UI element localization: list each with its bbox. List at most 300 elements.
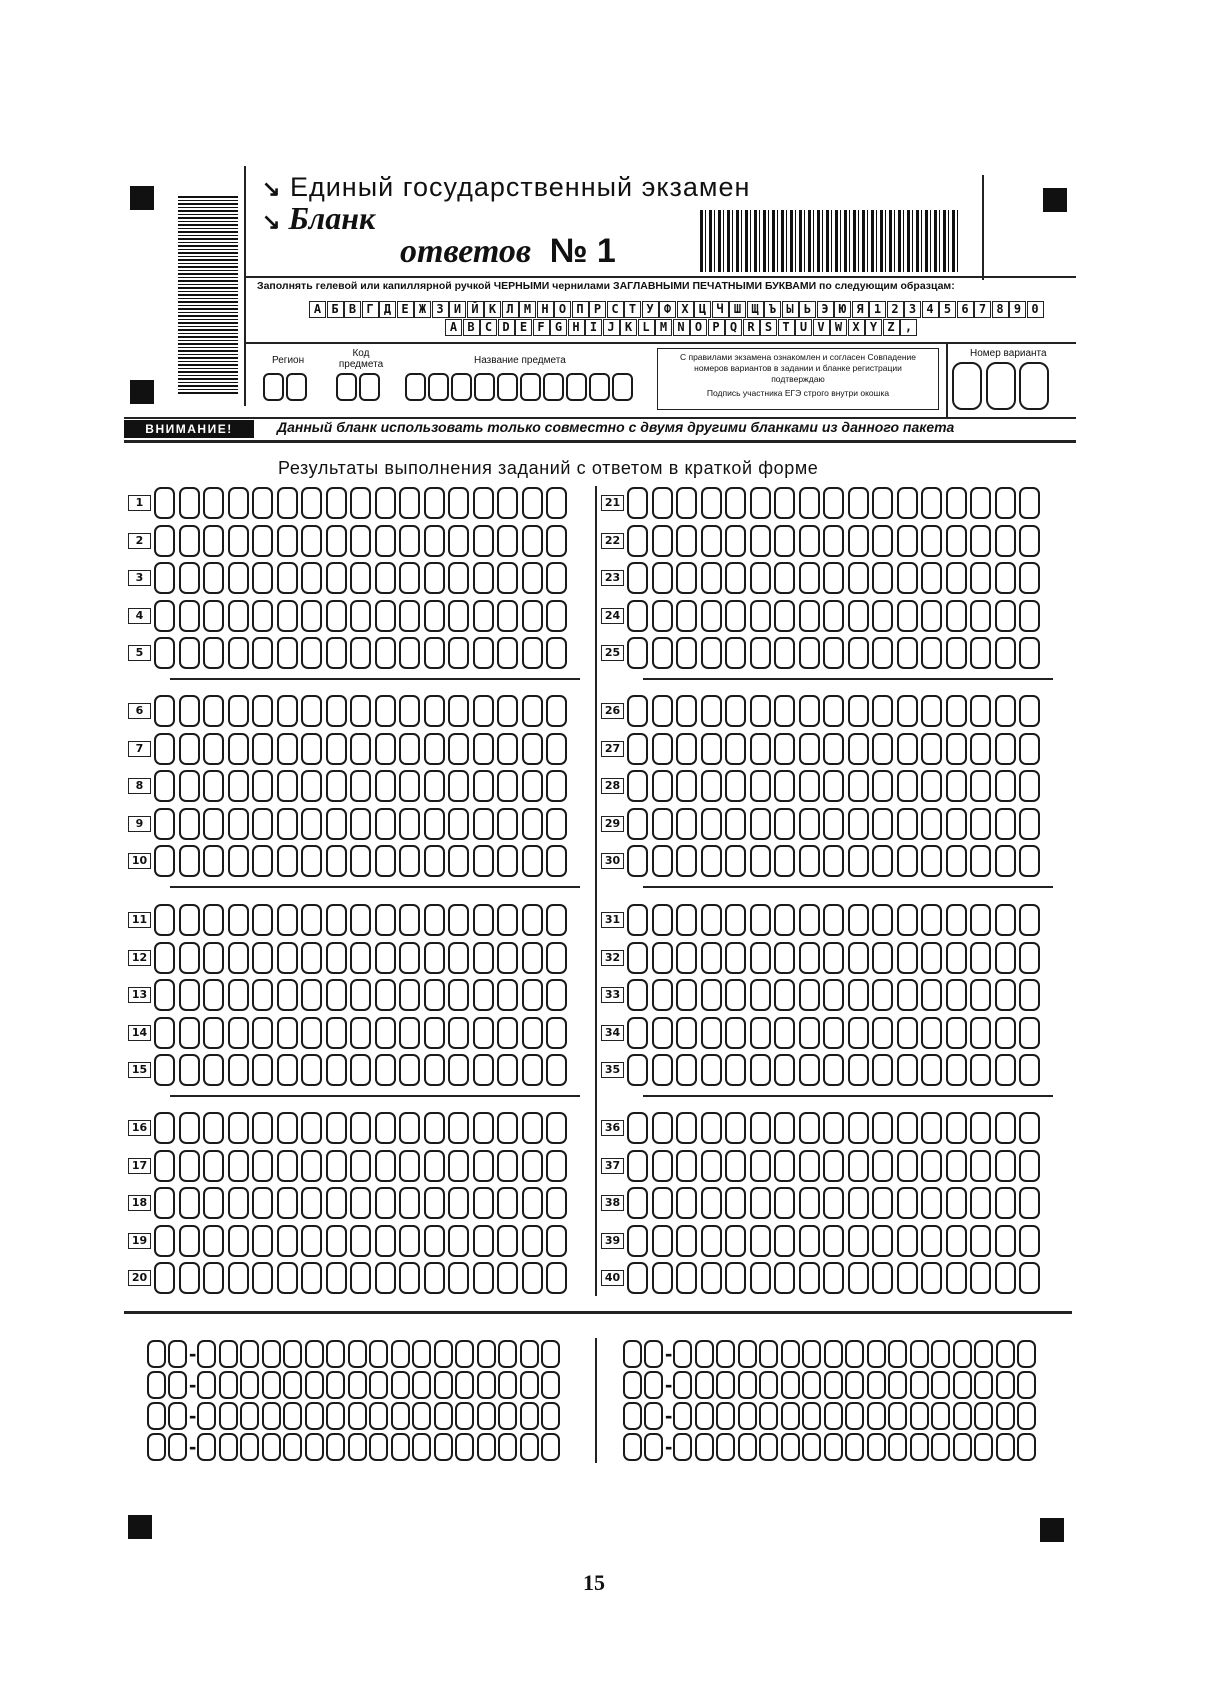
answer-cell[interactable] xyxy=(399,1054,420,1086)
answer-cell[interactable] xyxy=(448,1225,469,1257)
answer-cell[interactable] xyxy=(995,808,1016,840)
answer-cell[interactable] xyxy=(701,808,722,840)
answer-cell[interactable] xyxy=(774,562,795,594)
replacement-answer-cell[interactable] xyxy=(673,1402,692,1430)
answer-cell[interactable] xyxy=(970,979,991,1011)
answer-cell[interactable] xyxy=(627,770,648,802)
replacement-answer-cell[interactable] xyxy=(888,1433,907,1461)
answer-cell[interactable] xyxy=(725,904,746,936)
replacement-answer-cell[interactable] xyxy=(197,1402,216,1430)
answer-cell[interactable] xyxy=(995,1017,1016,1049)
answer-cell[interactable] xyxy=(872,1054,893,1086)
answer-cell[interactable] xyxy=(448,600,469,632)
replacement-answer-cell[interactable] xyxy=(305,1340,324,1368)
answer-cell[interactable] xyxy=(627,1225,648,1257)
answer-cell[interactable] xyxy=(448,562,469,594)
replacement-number-cell[interactable] xyxy=(644,1433,663,1461)
replacement-answer-cell[interactable] xyxy=(781,1433,800,1461)
answer-cell[interactable] xyxy=(701,904,722,936)
replacement-answer-cell[interactable] xyxy=(305,1402,324,1430)
answer-cell[interactable] xyxy=(179,487,200,519)
answer-cell[interactable] xyxy=(1019,1262,1040,1294)
answer-cell[interactable] xyxy=(375,808,396,840)
answer-cell[interactable] xyxy=(946,1112,967,1144)
answer-cell[interactable] xyxy=(350,487,371,519)
replacement-answer-cell[interactable] xyxy=(391,1340,410,1368)
answer-cell[interactable] xyxy=(424,979,445,1011)
answer-cell[interactable] xyxy=(946,525,967,557)
replacement-answer-cell[interactable] xyxy=(824,1340,843,1368)
answer-cell[interactable] xyxy=(546,525,567,557)
answer-cell[interactable] xyxy=(676,525,697,557)
answer-cell[interactable] xyxy=(676,637,697,669)
replacement-answer-cell[interactable] xyxy=(845,1433,864,1461)
replacement-answer-cell[interactable] xyxy=(910,1371,929,1399)
answer-cell[interactable] xyxy=(522,1054,543,1086)
answer-cell[interactable] xyxy=(424,1262,445,1294)
replacement-answer-cell[interactable] xyxy=(910,1402,929,1430)
replacement-answer-cell[interactable] xyxy=(197,1340,216,1368)
replacement-answer-cell[interactable] xyxy=(673,1433,692,1461)
answer-cell[interactable] xyxy=(350,808,371,840)
replacement-answer-cell[interactable] xyxy=(455,1340,474,1368)
answer-cell[interactable] xyxy=(946,1017,967,1049)
answer-cell[interactable] xyxy=(375,904,396,936)
replacement-answer-cell[interactable] xyxy=(477,1371,496,1399)
answer-cell[interactable] xyxy=(897,979,918,1011)
answer-cell[interactable] xyxy=(154,1225,175,1257)
answer-cell[interactable] xyxy=(848,637,869,669)
answer-cell[interactable] xyxy=(676,1150,697,1182)
replacement-answer-cell[interactable] xyxy=(1017,1433,1036,1461)
subject-name-cell[interactable] xyxy=(428,373,449,401)
replacement-answer-cell[interactable] xyxy=(348,1371,367,1399)
answer-cell[interactable] xyxy=(970,487,991,519)
answer-cell[interactable] xyxy=(627,1150,648,1182)
answer-cell[interactable] xyxy=(375,525,396,557)
answer-cell[interactable] xyxy=(497,600,518,632)
answer-cell[interactable] xyxy=(652,942,673,974)
answer-cell[interactable] xyxy=(676,600,697,632)
answer-cell[interactable] xyxy=(701,733,722,765)
replacement-answer-cell[interactable] xyxy=(695,1371,714,1399)
answer-cell[interactable] xyxy=(277,600,298,632)
answer-cell[interactable] xyxy=(1019,525,1040,557)
answer-cell[interactable] xyxy=(823,904,844,936)
answer-cell[interactable] xyxy=(473,1187,494,1219)
answer-cell[interactable] xyxy=(774,487,795,519)
answer-cell[interactable] xyxy=(676,1054,697,1086)
subject-name-cell[interactable] xyxy=(405,373,426,401)
replacement-answer-cell[interactable] xyxy=(262,1371,281,1399)
answer-cell[interactable] xyxy=(823,600,844,632)
answer-cell[interactable] xyxy=(301,979,322,1011)
answer-cell[interactable] xyxy=(995,904,1016,936)
answer-cell[interactable] xyxy=(1019,562,1040,594)
answer-cell[interactable] xyxy=(522,733,543,765)
replacement-answer-cell[interactable] xyxy=(781,1340,800,1368)
answer-cell[interactable] xyxy=(252,1054,273,1086)
answer-cell[interactable] xyxy=(399,1187,420,1219)
answer-cell[interactable] xyxy=(448,1262,469,1294)
replacement-answer-cell[interactable] xyxy=(305,1433,324,1461)
replacement-answer-cell[interactable] xyxy=(996,1371,1015,1399)
answer-cell[interactable] xyxy=(301,770,322,802)
answer-cell[interactable] xyxy=(522,562,543,594)
answer-cell[interactable] xyxy=(228,845,249,877)
answer-cell[interactable] xyxy=(897,733,918,765)
answer-cell[interactable] xyxy=(277,1150,298,1182)
answer-cell[interactable] xyxy=(921,525,942,557)
answer-cell[interactable] xyxy=(154,1017,175,1049)
answer-cell[interactable] xyxy=(1019,487,1040,519)
answer-cell[interactable] xyxy=(970,845,991,877)
answer-cell[interactable] xyxy=(326,808,347,840)
answer-cell[interactable] xyxy=(848,1262,869,1294)
replacement-answer-cell[interactable] xyxy=(867,1340,886,1368)
answer-cell[interactable] xyxy=(350,1262,371,1294)
answer-cell[interactable] xyxy=(627,525,648,557)
answer-cell[interactable] xyxy=(326,733,347,765)
answer-cell[interactable] xyxy=(497,1225,518,1257)
answer-cell[interactable] xyxy=(750,487,771,519)
answer-cell[interactable] xyxy=(701,637,722,669)
answer-cell[interactable] xyxy=(676,942,697,974)
replacement-number-cell[interactable] xyxy=(168,1433,187,1461)
answer-cell[interactable] xyxy=(652,733,673,765)
answer-cell[interactable] xyxy=(995,637,1016,669)
answer-cell[interactable] xyxy=(970,1112,991,1144)
replacement-answer-cell[interactable] xyxy=(219,1402,238,1430)
answer-cell[interactable] xyxy=(848,845,869,877)
answer-cell[interactable] xyxy=(179,942,200,974)
answer-cell[interactable] xyxy=(897,695,918,727)
answer-cell[interactable] xyxy=(448,1150,469,1182)
answer-cell[interactable] xyxy=(799,487,820,519)
answer-cell[interactable] xyxy=(970,1017,991,1049)
answer-cell[interactable] xyxy=(301,562,322,594)
answer-cell[interactable] xyxy=(701,1054,722,1086)
answer-cell[interactable] xyxy=(774,1225,795,1257)
answer-cell[interactable] xyxy=(473,637,494,669)
answer-cell[interactable] xyxy=(848,600,869,632)
answer-cell[interactable] xyxy=(946,695,967,727)
answer-cell[interactable] xyxy=(424,487,445,519)
answer-cell[interactable] xyxy=(872,1262,893,1294)
replacement-answer-cell[interactable] xyxy=(434,1402,453,1430)
answer-cell[interactable] xyxy=(1019,904,1040,936)
replacement-answer-cell[interactable] xyxy=(455,1433,474,1461)
replacement-answer-cell[interactable] xyxy=(283,1433,302,1461)
answer-cell[interactable] xyxy=(350,845,371,877)
answer-cell[interactable] xyxy=(375,1262,396,1294)
replacement-answer-cell[interactable] xyxy=(369,1371,388,1399)
subject-code-cell[interactable] xyxy=(336,373,357,401)
answer-cell[interactable] xyxy=(424,1112,445,1144)
answer-cell[interactable] xyxy=(497,637,518,669)
answer-cell[interactable] xyxy=(872,733,893,765)
answer-cell[interactable] xyxy=(154,1150,175,1182)
answer-cell[interactable] xyxy=(872,1150,893,1182)
answer-cell[interactable] xyxy=(676,695,697,727)
replacement-answer-cell[interactable] xyxy=(974,1402,993,1430)
answer-cell[interactable] xyxy=(473,979,494,1011)
answer-cell[interactable] xyxy=(750,1054,771,1086)
answer-cell[interactable] xyxy=(1019,1150,1040,1182)
answer-cell[interactable] xyxy=(897,1225,918,1257)
answer-cell[interactable] xyxy=(399,525,420,557)
answer-cell[interactable] xyxy=(750,1017,771,1049)
answer-cell[interactable] xyxy=(277,525,298,557)
answer-cell[interactable] xyxy=(424,525,445,557)
answer-cell[interactable] xyxy=(652,979,673,1011)
answer-cell[interactable] xyxy=(154,637,175,669)
answer-cell[interactable] xyxy=(848,695,869,727)
answer-cell[interactable] xyxy=(252,600,273,632)
answer-cell[interactable] xyxy=(946,942,967,974)
replacement-answer-cell[interactable] xyxy=(262,1402,281,1430)
answer-cell[interactable] xyxy=(497,1150,518,1182)
answer-cell[interactable] xyxy=(522,1112,543,1144)
answer-cell[interactable] xyxy=(424,845,445,877)
answer-cell[interactable] xyxy=(946,1054,967,1086)
answer-cell[interactable] xyxy=(546,600,567,632)
answer-cell[interactable] xyxy=(872,487,893,519)
answer-cell[interactable] xyxy=(921,770,942,802)
answer-cell[interactable] xyxy=(627,979,648,1011)
replacement-answer-cell[interactable] xyxy=(953,1402,972,1430)
replacement-answer-cell[interactable] xyxy=(716,1371,735,1399)
answer-cell[interactable] xyxy=(872,845,893,877)
answer-cell[interactable] xyxy=(995,1150,1016,1182)
answer-cell[interactable] xyxy=(1019,733,1040,765)
answer-cell[interactable] xyxy=(326,979,347,1011)
answer-cell[interactable] xyxy=(750,525,771,557)
answer-cell[interactable] xyxy=(326,600,347,632)
answer-cell[interactable] xyxy=(179,1187,200,1219)
answer-cell[interactable] xyxy=(823,942,844,974)
answer-cell[interactable] xyxy=(652,695,673,727)
answer-cell[interactable] xyxy=(424,1054,445,1086)
replacement-number-cell[interactable] xyxy=(623,1433,642,1461)
answer-cell[interactable] xyxy=(546,637,567,669)
answer-cell[interactable] xyxy=(522,1187,543,1219)
answer-cell[interactable] xyxy=(750,1187,771,1219)
replacement-answer-cell[interactable] xyxy=(931,1433,950,1461)
replacement-answer-cell[interactable] xyxy=(240,1340,259,1368)
replacement-answer-cell[interactable] xyxy=(695,1402,714,1430)
replacement-answer-cell[interactable] xyxy=(974,1371,993,1399)
answer-cell[interactable] xyxy=(350,979,371,1011)
answer-cell[interactable] xyxy=(154,1262,175,1294)
answer-cell[interactable] xyxy=(897,845,918,877)
answer-cell[interactable] xyxy=(872,979,893,1011)
replacement-answer-cell[interactable] xyxy=(695,1340,714,1368)
answer-cell[interactable] xyxy=(995,600,1016,632)
answer-cell[interactable] xyxy=(179,1054,200,1086)
answer-cell[interactable] xyxy=(995,562,1016,594)
answer-cell[interactable] xyxy=(497,525,518,557)
answer-cell[interactable] xyxy=(228,1225,249,1257)
answer-cell[interactable] xyxy=(872,770,893,802)
answer-cell[interactable] xyxy=(252,1150,273,1182)
answer-cell[interactable] xyxy=(725,1017,746,1049)
answer-cell[interactable] xyxy=(750,1262,771,1294)
answer-cell[interactable] xyxy=(497,1054,518,1086)
answer-cell[interactable] xyxy=(350,562,371,594)
answer-cell[interactable] xyxy=(848,808,869,840)
answer-cell[interactable] xyxy=(522,808,543,840)
answer-cell[interactable] xyxy=(350,1054,371,1086)
replacement-answer-cell[interactable] xyxy=(219,1340,238,1368)
answer-cell[interactable] xyxy=(522,1262,543,1294)
answer-cell[interactable] xyxy=(652,1187,673,1219)
answer-cell[interactable] xyxy=(921,1187,942,1219)
replacement-answer-cell[interactable] xyxy=(412,1433,431,1461)
answer-cell[interactable] xyxy=(546,1150,567,1182)
replacement-answer-cell[interactable] xyxy=(845,1340,864,1368)
answer-cell[interactable] xyxy=(921,1262,942,1294)
answer-cell[interactable] xyxy=(277,808,298,840)
answer-cell[interactable] xyxy=(473,1017,494,1049)
subject-name-cell[interactable] xyxy=(474,373,495,401)
answer-cell[interactable] xyxy=(179,808,200,840)
answer-cell[interactable] xyxy=(946,487,967,519)
replacement-answer-cell[interactable] xyxy=(498,1340,517,1368)
answer-cell[interactable] xyxy=(399,770,420,802)
answer-cell[interactable] xyxy=(399,487,420,519)
replacement-answer-cell[interactable] xyxy=(996,1402,1015,1430)
answer-cell[interactable] xyxy=(725,1112,746,1144)
answer-cell[interactable] xyxy=(676,1017,697,1049)
answer-cell[interactable] xyxy=(399,600,420,632)
answer-cell[interactable] xyxy=(203,770,224,802)
answer-cell[interactable] xyxy=(546,562,567,594)
answer-cell[interactable] xyxy=(350,525,371,557)
answer-cell[interactable] xyxy=(725,562,746,594)
answer-cell[interactable] xyxy=(921,695,942,727)
answer-cell[interactable] xyxy=(995,845,1016,877)
replacement-answer-cell[interactable] xyxy=(802,1402,821,1430)
answer-cell[interactable] xyxy=(627,1054,648,1086)
answer-cell[interactable] xyxy=(627,733,648,765)
answer-cell[interactable] xyxy=(473,808,494,840)
answer-cell[interactable] xyxy=(995,695,1016,727)
variant-cell[interactable] xyxy=(1019,362,1049,410)
answer-cell[interactable] xyxy=(627,942,648,974)
answer-cell[interactable] xyxy=(921,904,942,936)
answer-cell[interactable] xyxy=(1019,600,1040,632)
answer-cell[interactable] xyxy=(203,979,224,1011)
answer-cell[interactable] xyxy=(203,845,224,877)
subject-name-cell[interactable] xyxy=(451,373,472,401)
answer-cell[interactable] xyxy=(448,1112,469,1144)
replacement-answer-cell[interactable] xyxy=(520,1340,539,1368)
answer-cell[interactable] xyxy=(750,1150,771,1182)
answer-cell[interactable] xyxy=(725,808,746,840)
answer-cell[interactable] xyxy=(823,562,844,594)
replacement-number-cell[interactable] xyxy=(623,1371,642,1399)
answer-cell[interactable] xyxy=(774,808,795,840)
answer-cell[interactable] xyxy=(897,525,918,557)
answer-cell[interactable] xyxy=(522,979,543,1011)
replacement-answer-cell[interactable] xyxy=(759,1340,778,1368)
answer-cell[interactable] xyxy=(252,487,273,519)
answer-cell[interactable] xyxy=(1019,979,1040,1011)
answer-cell[interactable] xyxy=(799,808,820,840)
answer-cell[interactable] xyxy=(424,1150,445,1182)
answer-cell[interactable] xyxy=(627,487,648,519)
answer-cell[interactable] xyxy=(375,1112,396,1144)
replacement-answer-cell[interactable] xyxy=(455,1371,474,1399)
answer-cell[interactable] xyxy=(326,1054,347,1086)
answer-cell[interactable] xyxy=(350,1112,371,1144)
replacement-answer-cell[interactable] xyxy=(283,1402,302,1430)
answer-cell[interactable] xyxy=(946,808,967,840)
replacement-answer-cell[interactable] xyxy=(219,1433,238,1461)
answer-cell[interactable] xyxy=(750,600,771,632)
replacement-answer-cell[interactable] xyxy=(391,1371,410,1399)
answer-cell[interactable] xyxy=(725,979,746,1011)
replacement-answer-cell[interactable] xyxy=(434,1433,453,1461)
answer-cell[interactable] xyxy=(799,637,820,669)
replacement-answer-cell[interactable] xyxy=(455,1402,474,1430)
answer-cell[interactable] xyxy=(725,637,746,669)
answer-cell[interactable] xyxy=(872,1017,893,1049)
answer-cell[interactable] xyxy=(823,637,844,669)
answer-cell[interactable] xyxy=(701,525,722,557)
answer-cell[interactable] xyxy=(676,733,697,765)
answer-cell[interactable] xyxy=(848,1054,869,1086)
replacement-answer-cell[interactable] xyxy=(738,1340,757,1368)
answer-cell[interactable] xyxy=(946,979,967,1011)
answer-cell[interactable] xyxy=(326,1017,347,1049)
answer-cell[interactable] xyxy=(399,942,420,974)
answer-cell[interactable] xyxy=(872,1112,893,1144)
answer-cell[interactable] xyxy=(627,1112,648,1144)
replacement-answer-cell[interactable] xyxy=(240,1371,259,1399)
answer-cell[interactable] xyxy=(774,1262,795,1294)
answer-cell[interactable] xyxy=(725,1054,746,1086)
answer-cell[interactable] xyxy=(277,1225,298,1257)
answer-cell[interactable] xyxy=(799,525,820,557)
answer-cell[interactable] xyxy=(627,1017,648,1049)
answer-cell[interactable] xyxy=(301,1054,322,1086)
answer-cell[interactable] xyxy=(848,562,869,594)
answer-cell[interactable] xyxy=(546,1054,567,1086)
answer-cell[interactable] xyxy=(473,1054,494,1086)
answer-cell[interactable] xyxy=(799,979,820,1011)
answer-cell[interactable] xyxy=(970,1262,991,1294)
answer-cell[interactable] xyxy=(652,600,673,632)
answer-cell[interactable] xyxy=(701,1262,722,1294)
answer-cell[interactable] xyxy=(326,525,347,557)
answer-cell[interactable] xyxy=(203,695,224,727)
replacement-number-cell[interactable] xyxy=(644,1340,663,1368)
replacement-answer-cell[interactable] xyxy=(1017,1402,1036,1430)
answer-cell[interactable] xyxy=(774,600,795,632)
answer-cell[interactable] xyxy=(546,979,567,1011)
answer-cell[interactable] xyxy=(921,942,942,974)
answer-cell[interactable] xyxy=(823,525,844,557)
replacement-answer-cell[interactable] xyxy=(716,1340,735,1368)
replacement-answer-cell[interactable] xyxy=(391,1433,410,1461)
replacement-answer-cell[interactable] xyxy=(802,1371,821,1399)
answer-cell[interactable] xyxy=(546,845,567,877)
answer-cell[interactable] xyxy=(701,942,722,974)
answer-cell[interactable] xyxy=(301,845,322,877)
answer-cell[interactable] xyxy=(627,808,648,840)
